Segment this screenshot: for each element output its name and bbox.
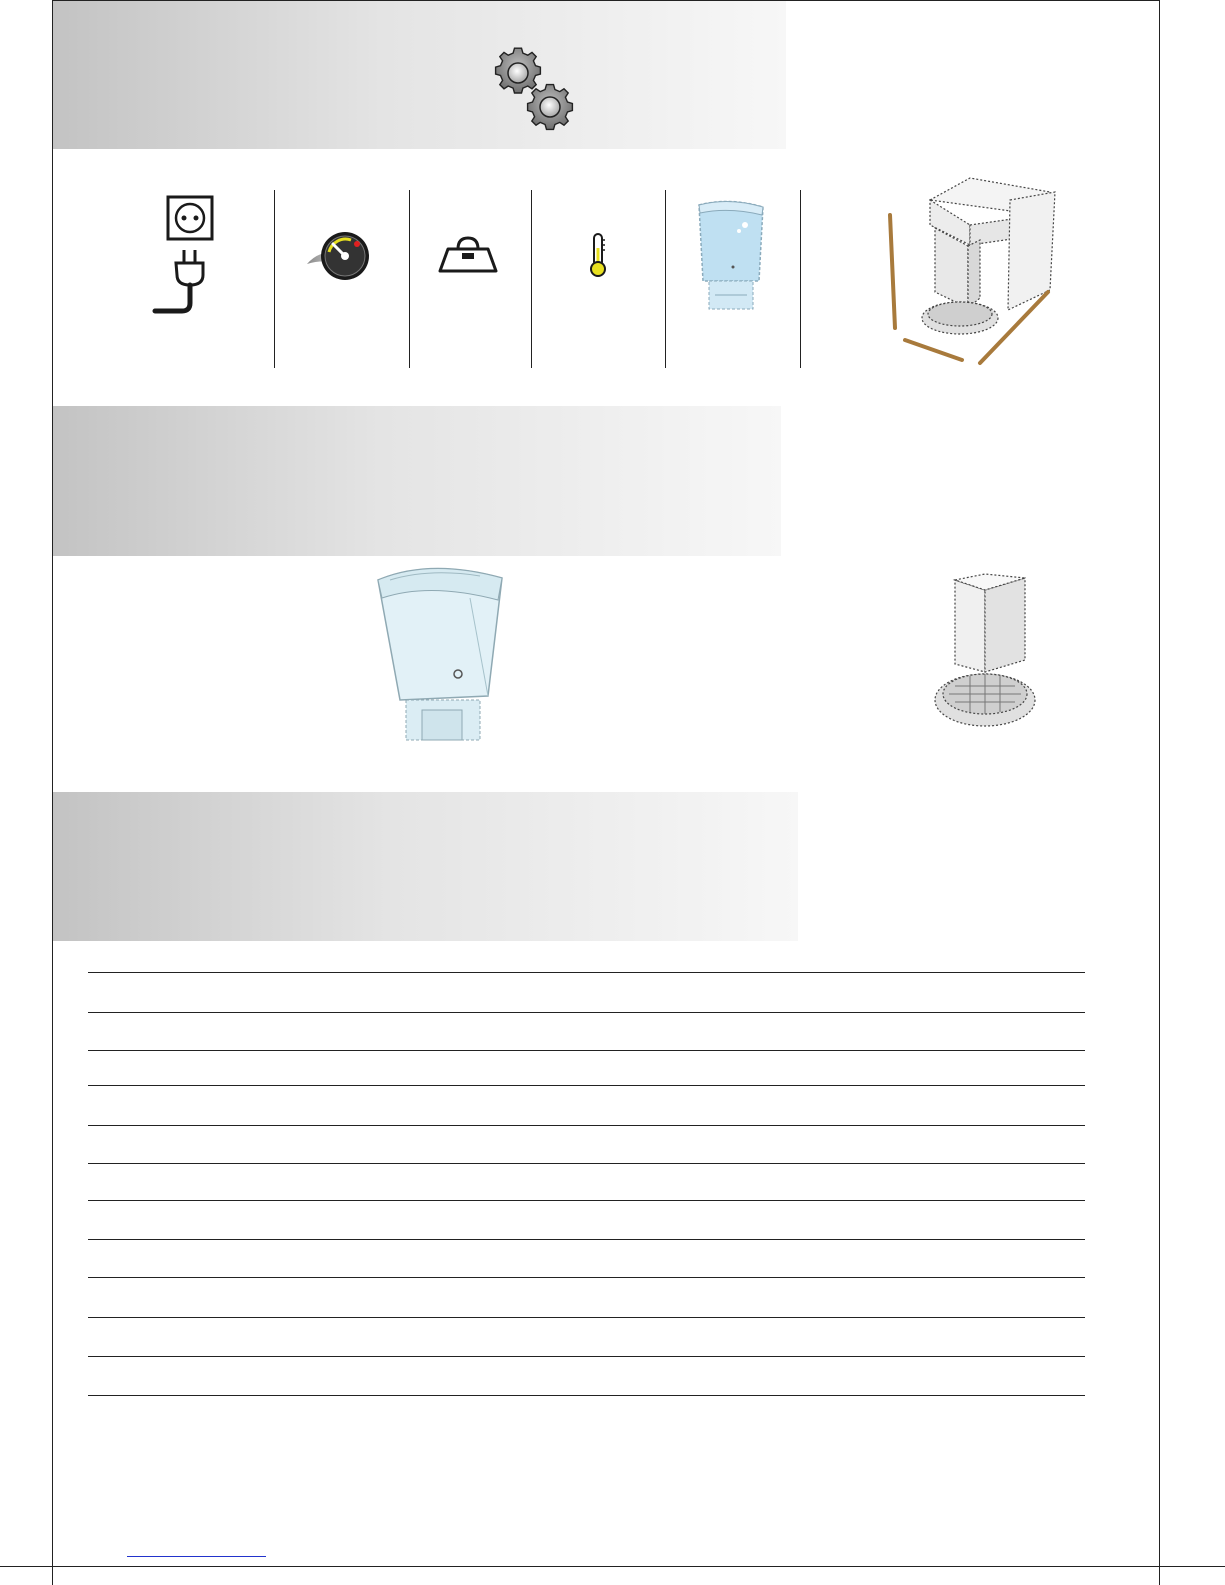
note-line (88, 1239, 1085, 1240)
note-line (88, 972, 1085, 973)
note-line (88, 1277, 1085, 1278)
machine-clearance-illustration (880, 170, 1060, 370)
thermometer-icon (588, 232, 608, 278)
column-divider (665, 190, 666, 368)
note-line (88, 1050, 1085, 1051)
note-line (88, 1085, 1085, 1086)
weight-icon (438, 235, 498, 275)
page-border-bottom (0, 1566, 1225, 1567)
power-plug-icon (150, 195, 220, 315)
note-line (88, 1163, 1085, 1164)
pressure-gauge-icon (305, 228, 375, 288)
water-tank-illustration (370, 558, 510, 748)
gears-icon (488, 45, 588, 135)
section-header-band-notes (53, 792, 798, 941)
section-header-band-parts (53, 406, 781, 556)
column-divider (800, 190, 801, 368)
page-border-right (1159, 0, 1160, 1585)
note-line (88, 1012, 1085, 1013)
note-line (88, 1317, 1085, 1318)
column-divider (531, 190, 532, 368)
note-line (88, 1356, 1085, 1357)
footer-link-underline[interactable] (127, 1556, 266, 1557)
note-line (88, 1200, 1085, 1201)
note-line (88, 1395, 1085, 1396)
drip-tray-illustration (925, 572, 1055, 737)
section-header-band-settings (53, 1, 786, 149)
column-divider (409, 190, 410, 368)
note-line (88, 1125, 1085, 1126)
column-divider (274, 190, 275, 368)
water-tank-icon (693, 195, 768, 317)
